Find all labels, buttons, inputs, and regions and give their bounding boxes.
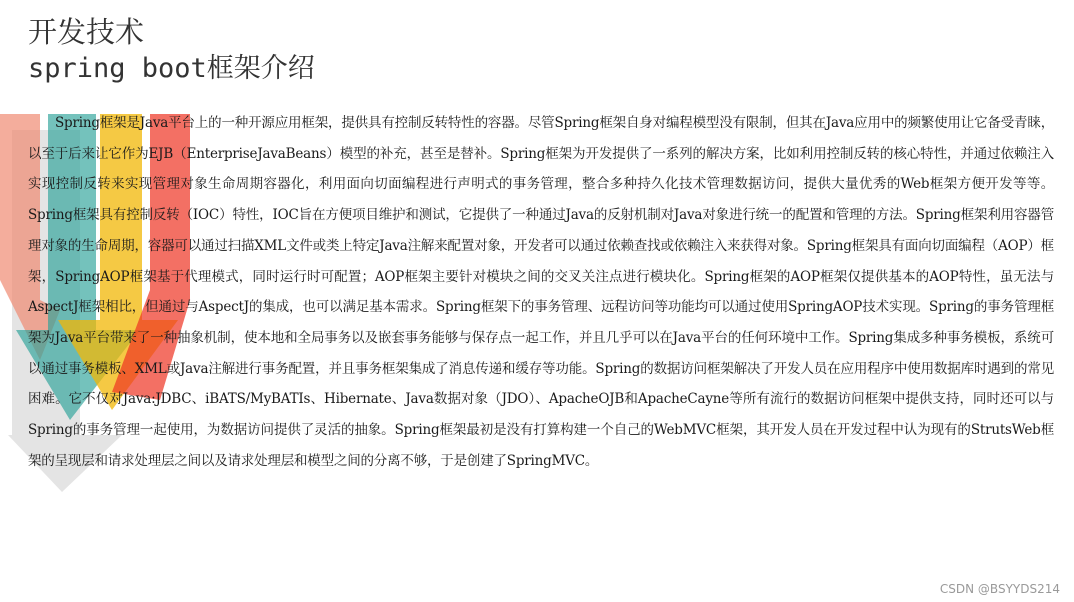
body-paragraph: Spring框架是Java平台上的一种开源应用框架，提供具有控制反转特性的容器。尽管Spring框架自身对编程模型没有限制，但其在Java应用中的频繁使用让它备受青睐，以至于后来让它作为EJB（EnterpriseJavaBeans）模型的补充，甚至是替补。Spring框架为开发提供了一系列的解决方案，比如利用控制反转的核心特性，并通过依赖注入实现控制反转来实现管理对象生命周期容器化，利用面向切面编程进行声明式的事务管理，整合多种持久化技术管理数据访问，提供大量优秀的Web框架方便开发等等。Spring框架具有控制反转（IOC）特性，IOC旨在方便项目维护和测试，它提供了一种通过Java的反射机制对Java对象进行统一的配置和管理的方法。Spring框架利用容器管理对象的生命周期，容器可以通过扫描XML文件或类上特定Java注解来配置对象，开发者可以通过依赖查找或依赖注入来获得对象。Spring框架具有面向切面编程（AOP）框架，SpringAOP框架基于代理模式，同时运行时可配置；AOP框架主要针对模块之间的交叉关注点进行模块化。Spring框架的AOP框架仅提供基本的AOP特性，虽无法与AspectJ框架相比，但通过与AspectJ的集成，也可以满足基本需求。Spring框架下的事务管理、远程访问等功能均可以通过使用SpringAOP技术实现。Spring的事务管理框架为Java平台带来了一种抽象机制，使本地和全局事务以及嵌套事务能够与保存点一起工作，并且几乎可以在Java平台的任何环境中工作。Spring集成多种事务模板，系统可以通过事务模板、XML或Java注解进行事务配置，并且事务框架集成了消息传递和缓存等功能。Spring的数据访问框架解决了开发人员在应用程序中使用数据库时遇到的常见困难。它不仅对Java:JDBC、iBATS/MyBATIs、Hibernate、Java数据对象（JDO）、ApacheOJB和ApacheCayne等所有流行的数据访问框架中提供支持，同时还可以与Spring的事务管理一起使用，为数据访问提供了灵活的抽象。Spring框架最初是没有打算构建一个自己的WebMVC框架，其开发人员在开发过程中认为现有的StrutsWeb框架的呈现层和请求处理层之间以及请求处理层和模型之间的分离不够，于是创建了SpringMVC。 [28,115,1054,469]
csdn-watermark: CSDN @BSYYDS214 [939,582,1060,596]
page-title: 开发技术 [28,15,145,49]
page-subtitle: spring boot框架介绍 [28,53,315,84]
